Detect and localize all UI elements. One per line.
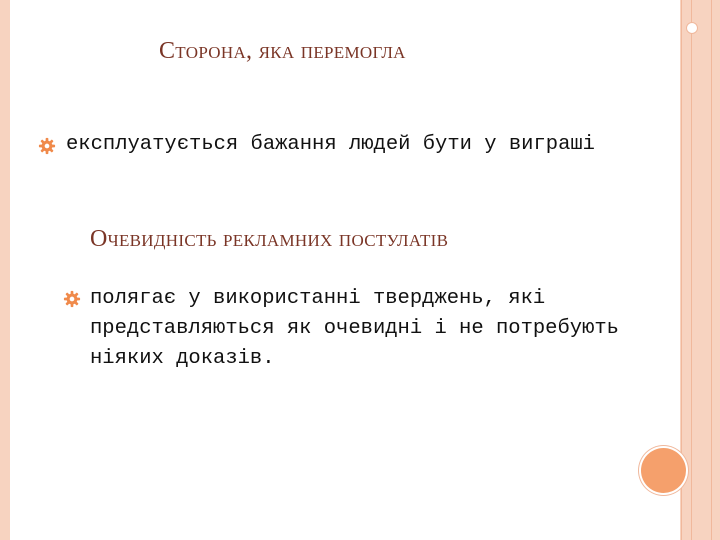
frame-rule-right	[711, 0, 712, 540]
decorative-small-circle	[686, 22, 698, 34]
bullet-text-1: експлуатується бажання людей бути у виграші	[66, 133, 595, 156]
section-title-obviousness: Очевидність рекламних постулатів	[90, 226, 449, 252]
bullet-text-2: полягає у використанні тверджень, які представляються як очевидні і не потребують ніяких доказів.	[90, 287, 619, 370]
section-title-winning-side: Сторона, яка перемогла	[159, 38, 406, 64]
decorative-orange-circle	[641, 448, 686, 493]
frame-rule-middle	[691, 0, 692, 540]
slide-canvas	[10, 0, 680, 540]
gear-bullet-icon	[63, 290, 81, 308]
gear-bullet-icon	[38, 137, 56, 155]
